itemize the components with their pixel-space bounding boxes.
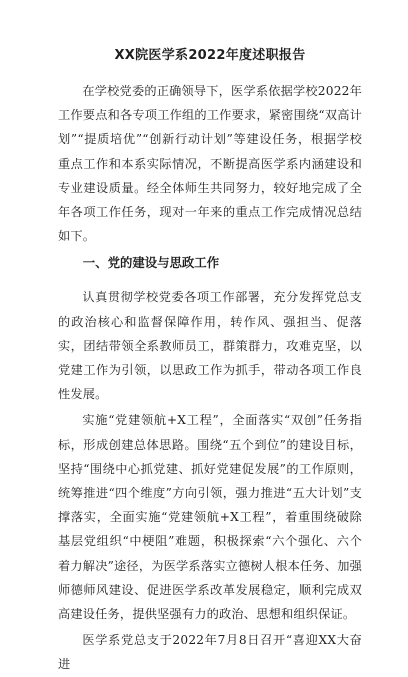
document-title: XX院医学系2022年度述职报告: [114, 48, 306, 63]
section-1-paragraph-2: 实施“党建领航+X工程”，全面落实“双创”任务指标，形成创建总体思路。围绕“五个到位”的建设目标，坚持“围绕中心抓党建、抓好党建促发展”的工作原则，统筹推进“四个维度”方向引领，强力推进“五大计划”支撑落实，全面实施“党建领航+X工程”，着重围绕破除基层党组织“中梗阻”难题，积极探索“六个强化、六个着力解决”途径，为医学系落实立德树人根本任务、加强师德师风建设、促进医学系改革发展稳定，顺利完成双高建设任务，提供坚强有力的政治、思想和组织保证。: [58, 413, 362, 622]
section-1-paragraph-1: 认真贯彻学校党委各项工作部署，充分发挥党总支的政治核心和监督保障作用，转作风、强担当、促落实，团结带领全系教师员工，群策群力，攻难克坚，以党建工作为引领，以思政工作为抓手，带动各项工作良性发展。: [58, 290, 362, 402]
section-1-paragraph-3: 医学系党总支于2022年7月8日召开“喜迎XX大奋进: [58, 633, 362, 672]
intro-paragraph: 在学校党委的正确领导下，医学系依据学校2022年工作要点和各专项工作组的工作要求，紧密围绕“双高计划”“提质培优”“创新行动计划”等建设任务，根据学校重点工作和本系实际情况，不断提高医学系内涵建设和专业建设质量。经全体师生共同努力，较好地完成了全年各项工作任务，现对一年来的重点工作完成情况总结如下。: [58, 84, 362, 244]
section-heading-party-building: 一、党的建设与思政工作: [82, 255, 220, 271]
